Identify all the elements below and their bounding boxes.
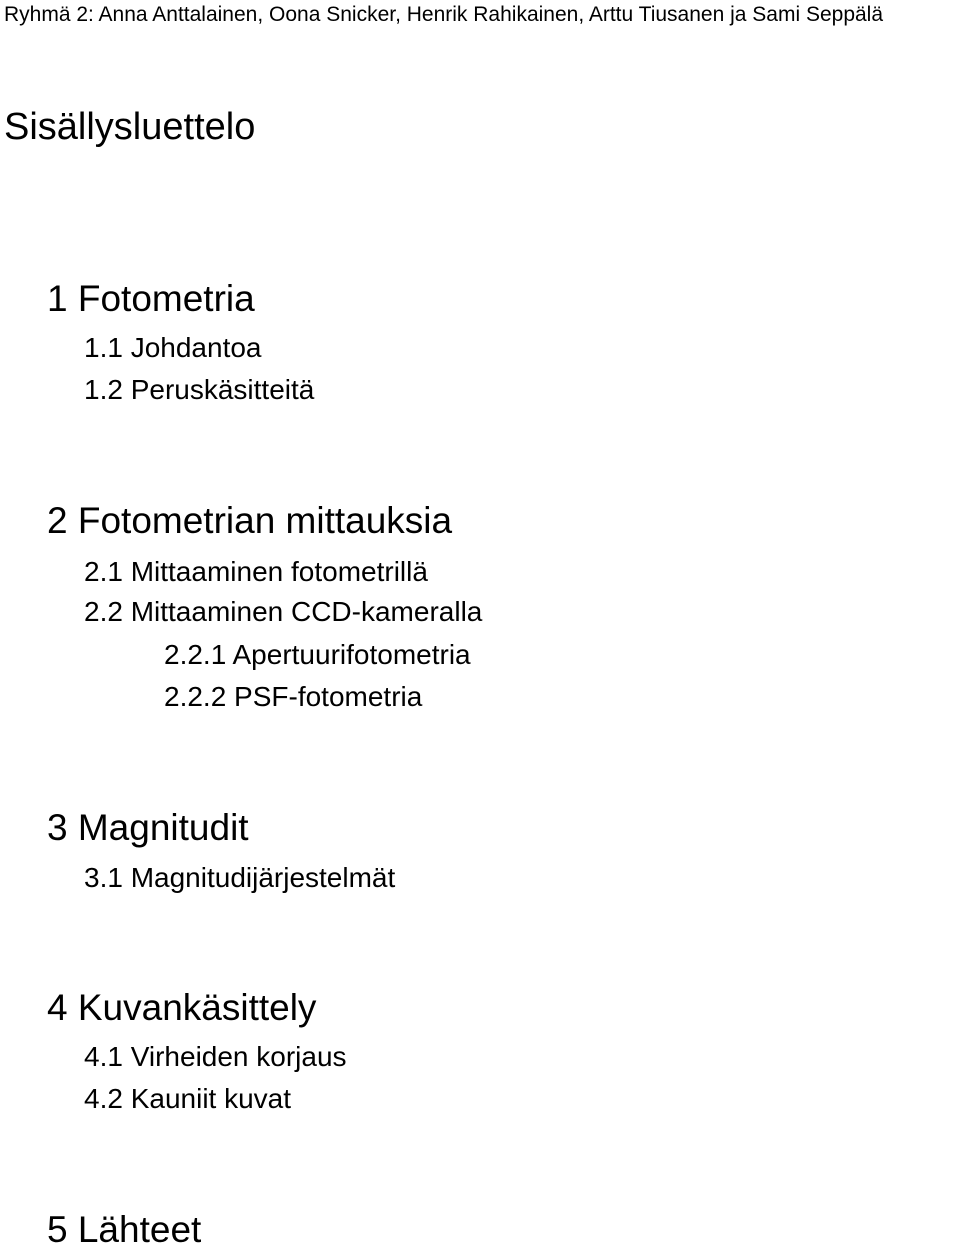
toc-entry-2-2: 2.2 Mittaaminen CCD-kameralla <box>84 596 483 627</box>
toc-entry-1-2: 1.2 Peruskäsitteitä <box>84 374 315 405</box>
toc-entry-5: 5 Lähteet <box>47 1209 202 1250</box>
toc-entry-4: 4 Kuvankäsittely <box>47 987 317 1028</box>
toc-entry-4-2: 4.2 Kauniit kuvat <box>84 1083 292 1114</box>
toc-entry-2-2-2: 2.2.2 PSF-fotometria <box>164 681 423 712</box>
toc-entry-3: 3 Magnitudit <box>47 807 249 848</box>
toc-entry-1: 1 Fotometria <box>47 278 255 319</box>
toc-entry-2-1: 2.1 Mittaaminen fotometrillä <box>84 556 428 587</box>
toc-entry-2-2-1: 2.2.1 Apertuurifotometria <box>164 639 471 670</box>
toc-title: Sisällysluettelo <box>4 106 256 148</box>
toc-entry-1-1: 1.1 Johdantoa <box>84 332 262 363</box>
toc-entry-3-1: 3.1 Magnitudijärjestelmät <box>84 862 396 893</box>
toc-entry-4-1: 4.1 Virheiden korjaus <box>84 1041 347 1072</box>
authors-line: Ryhmä 2: Anna Anttalainen, Oona Snicker, Henrik Rahikainen, Arttu Tiusanen ja Sami Seppälä <box>4 3 884 26</box>
toc-entry-2: 2 Fotometrian mittauksia <box>47 500 453 541</box>
